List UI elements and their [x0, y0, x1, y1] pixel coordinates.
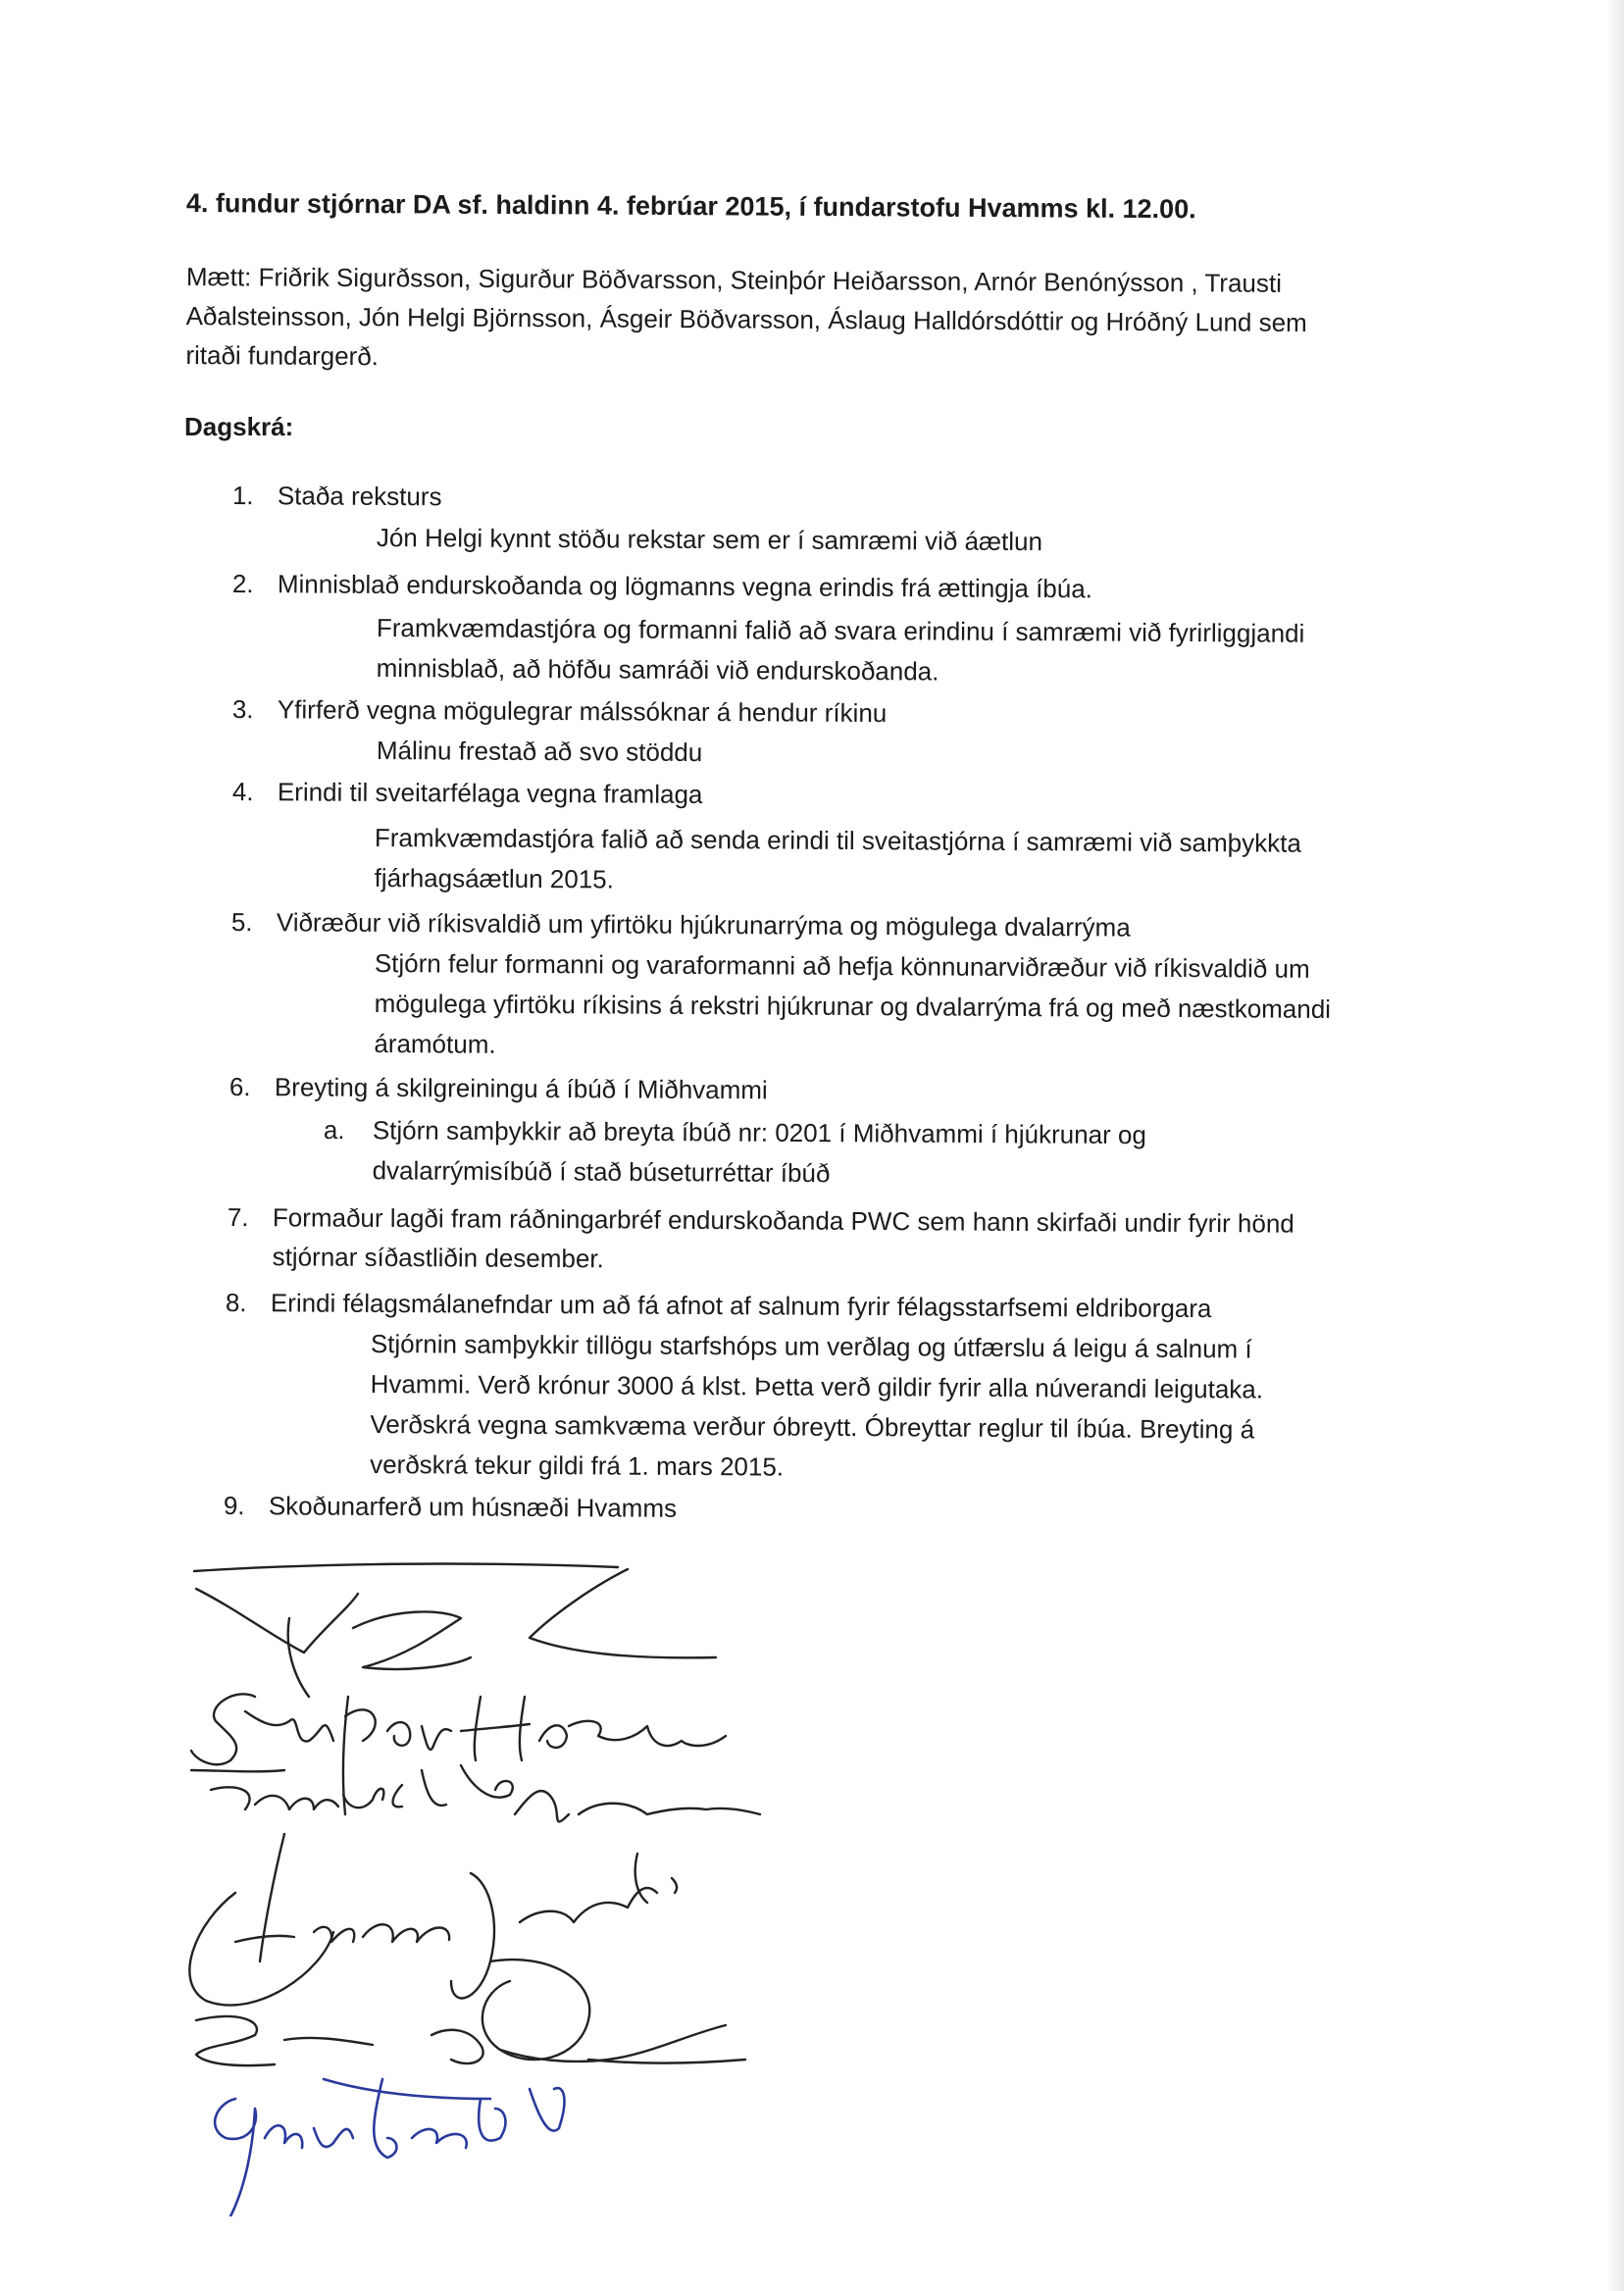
attendees-line: Mætt: Friðrik Sigurðsson, Sigurður Böðvarsson, Steinþór Heiðarsson, Arnór Benónýsson , Trausti — [185, 261, 1283, 298]
detail-line: minnisblað, að höfðu samráði við endurskoðanda. — [376, 652, 939, 687]
detail-line: Framkvæmdastjóra og formanni falið að svara erindinu í samræmi við fyrirliggjandi — [376, 612, 1305, 648]
subitem-text — [372, 1110, 1146, 1196]
agenda-item-title: Erindi til sveitarfélaga vegna framlaga — [277, 777, 703, 809]
detail-line: Stjórnin samþykkir tillögu starfshóps um verðlag og útfærslu á leigu á salnum í — [370, 1328, 1252, 1364]
agenda-item-number: 1. — [231, 480, 254, 511]
detail-line: áramótum. — [374, 1028, 496, 1059]
agenda-item-title-continued: stjórnar síðastliðin desember. — [272, 1242, 604, 1274]
attendees-paragraph — [185, 257, 1412, 382]
agenda-item-number: 7. — [227, 1201, 249, 1233]
agenda-item-5-details — [374, 943, 1331, 1070]
agenda-item-title: Formaður lagði fram ráðningarbréf endurskoðanda PWC sem hann skirfaði undir fyrir hönd — [272, 1202, 1294, 1239]
agenda-item-number: 6. — [228, 1071, 251, 1102]
attendees-line: Aðalsteinsson, Jón Helgi Björnsson, Ásgeir Böðvarsson, Áslaug Halldórsdóttir og Hróðný Lund sem — [185, 300, 1307, 337]
detail-line: fjárhagsáætlun 2015. — [374, 862, 615, 894]
subitem-label: a. — [323, 1114, 345, 1146]
detail-line: Stjórn felur formanni og varaformanni að hefja könnunarviðræður við ríkisvaldið um — [374, 947, 1310, 984]
detail-line: Framkvæmdastjóra falið að senda erindi til sveitastjórna í samræmi við samþykkta — [374, 822, 1301, 858]
agenda-item-number: 5. — [230, 906, 253, 938]
agenda-item-3-details — [377, 731, 703, 773]
handwritten-signatures — [177, 1550, 902, 2216]
detail-line: Jón Helgi kynnt stöðu rekstar sem er í samræmi við áætlun — [376, 522, 1043, 557]
signature-initials-scribble — [194, 1564, 716, 1697]
detail-line: Stjórn samþykkir að breyta íbúð nr: 0201 í Miðhvammi í hjúkrunar og — [372, 1115, 1146, 1150]
agenda-item-number: 4. — [231, 776, 254, 807]
agenda-item-1-details — [377, 518, 1042, 562]
scan-edge-shadow — [1606, 0, 1624, 2291]
signature-trausti — [191, 1765, 760, 1821]
attendees-line: ritaði fundargerð. — [185, 339, 380, 372]
agenda-item-number: 3. — [231, 693, 254, 725]
agenda-item-title: Breyting á skilgreiningu á íbúð í Miðhvammi — [274, 1072, 768, 1105]
agenda-item-2-details — [376, 608, 1304, 694]
agenda-item-4-details — [374, 818, 1300, 904]
meeting-title: 4. fundur stjórnar DA sf. haldinn 4. febrúar 2015, í fundarstofu Hvamms kl. 12.00. — [185, 188, 1196, 225]
agenda-item-title: Skoðunarferð um húsnæði Hvamms — [268, 1491, 678, 1523]
signature-third-black — [196, 2016, 745, 2065]
signature-blue — [215, 2079, 564, 2216]
detail-line: mögulega yfirtöku ríkisins á rekstri hjúkrunar og dvalarrýma frá og með næstkomandi — [374, 988, 1332, 1024]
detail-line: dvalarrýmisíbúð í stað búseturréttar íbúð — [372, 1155, 831, 1189]
agenda-item-number: 2. — [231, 568, 254, 599]
agenda-item-title: Viðræður við ríkisvaldið um yfirtöku hjúkrunarrýma og mögulega dvalarrýma — [276, 907, 1131, 942]
detail-line: Málinu frestað að svo stöddu — [376, 735, 703, 768]
agenda-item-8-details — [370, 1324, 1263, 1491]
agenda-item-number: 8. — [225, 1287, 247, 1318]
agenda-heading: Dagskrá: — [184, 412, 294, 441]
detail-line: verðskrá tekur gildi frá 1. mars 2015. — [370, 1449, 785, 1482]
agenda-item-title: Yfirferð vegna mögulegrar málssóknar á hendur ríkinu — [277, 694, 888, 729]
agenda-item-title: Minnisblað endurskoðanda og lögmanns vegna erindis frá ættingja íbúa. — [277, 569, 1093, 604]
agenda-item-title: Erindi félagsmálanefndar um að fá afnot af salnum fyrir félagsstarfsemi eldriborgara — [270, 1288, 1212, 1324]
detail-line: Hvammi. Verð krónur 3000 á klst. Þetta verð gildir fyrir alla núverandi leigutaka. — [370, 1368, 1264, 1404]
agenda-item-title: Staða reksturs — [277, 481, 442, 512]
signature-hrodny — [189, 1834, 677, 2060]
agenda-item-number: 9. — [223, 1490, 245, 1521]
detail-line: Verðskrá vegna samkvæma verður óbreytt. Óbreyttar reglur til íbúa. Breyting á — [370, 1408, 1255, 1445]
